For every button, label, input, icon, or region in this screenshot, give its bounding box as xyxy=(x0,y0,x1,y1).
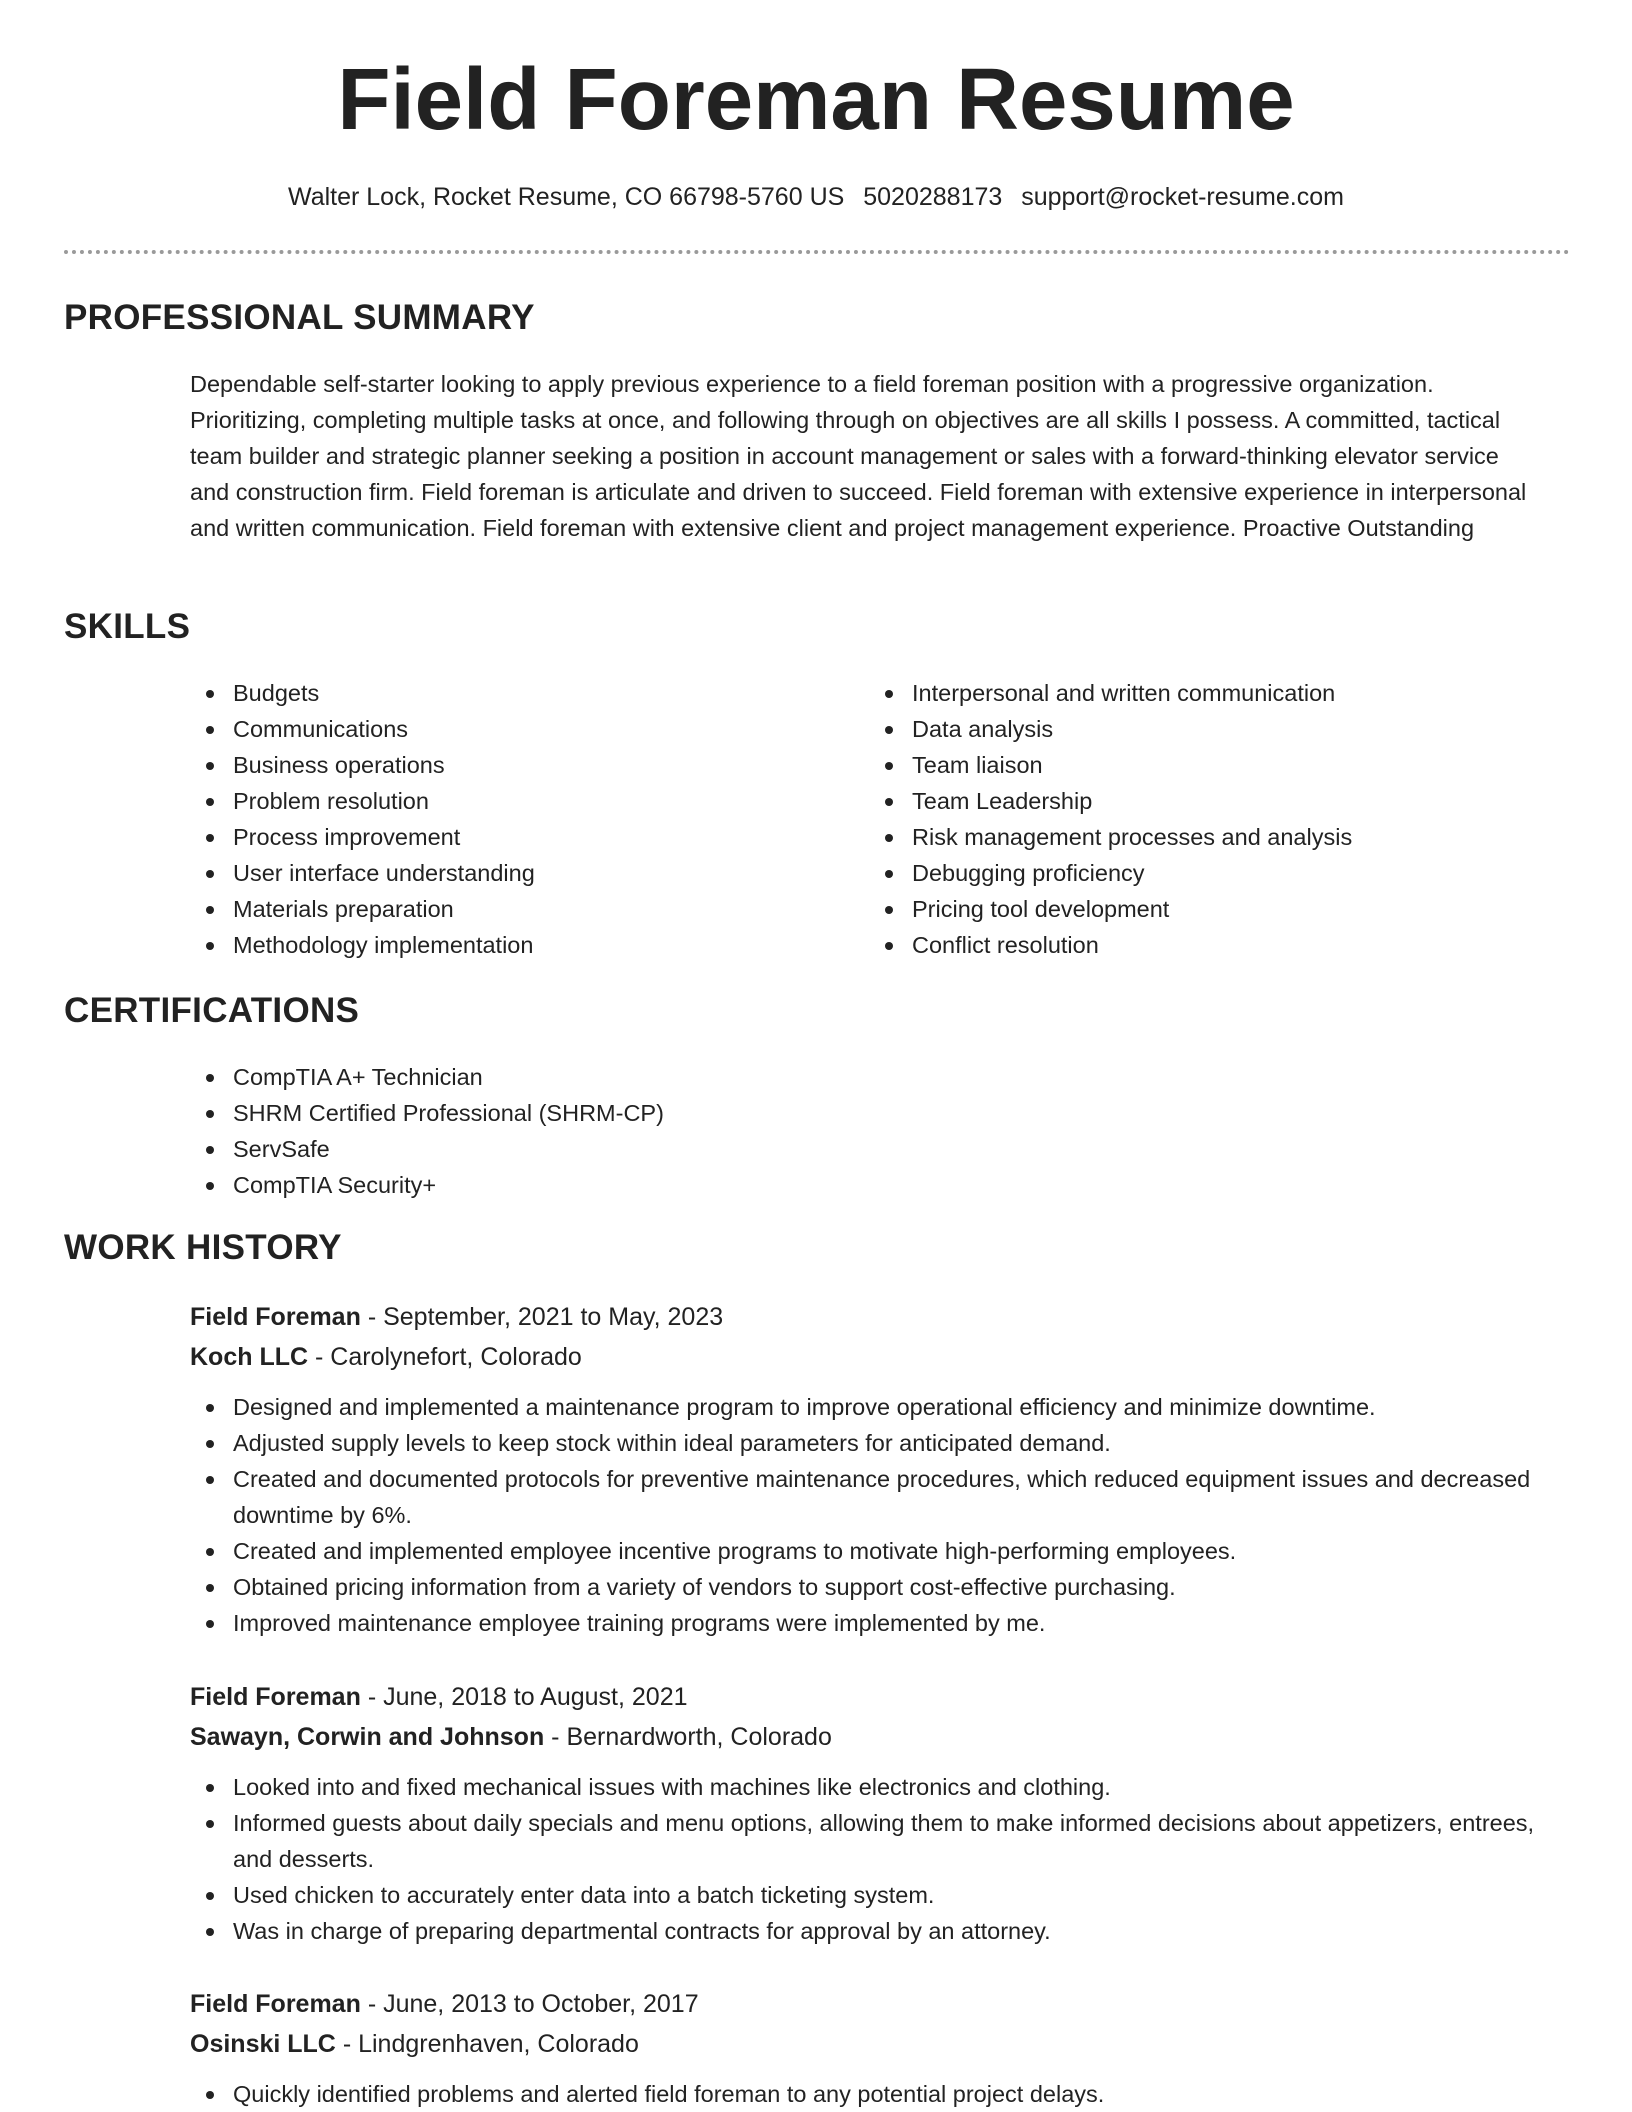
skill-item: Conflict resolution xyxy=(869,927,1509,963)
skill-item: Budgets xyxy=(190,675,830,711)
job-company: Osinski LLC xyxy=(190,2030,336,2058)
job-dates: June, 2013 to October, 2017 xyxy=(383,1990,699,2018)
job-title: Field Foreman xyxy=(190,1990,361,2018)
skill-item: Team Leadership xyxy=(869,783,1509,819)
job-location: Carolynefort, Colorado xyxy=(330,1343,582,1371)
job-company: Koch LLC xyxy=(190,1343,309,1371)
job-duty: Created and implemented employee incentive programs to motivate high-performing employees. xyxy=(190,1533,1540,1569)
contact-phone: 5020288173 xyxy=(863,183,1003,211)
certification-item: CompTIA A+ Technician xyxy=(190,1059,1090,1095)
job-title-line xyxy=(190,1297,1540,1337)
skill-item: Team liaison xyxy=(869,747,1509,783)
separator: - xyxy=(308,1343,331,1371)
certifications-list xyxy=(190,1059,1090,1203)
job-duty: Looked into and fixed mechanical issues with machines like electronics and clothing. xyxy=(190,1769,1540,1805)
skills-list-right xyxy=(869,675,1509,963)
skill-item: Debugging proficiency xyxy=(869,855,1509,891)
skill-item: Methodology implementation xyxy=(190,927,830,963)
skill-item: Business operations xyxy=(190,747,830,783)
skill-item: Materials preparation xyxy=(190,891,830,927)
job-duty: Designed and implemented a maintenance program to improve operational efficiency and minimize downtime. xyxy=(190,1389,1540,1425)
job-duties-list xyxy=(190,1769,1540,1949)
certifications-heading: CERTIFICATIONS xyxy=(64,991,360,1030)
certification-item: CompTIA Security+ xyxy=(190,1167,1090,1203)
job-company-line xyxy=(190,1717,1540,1757)
job-location: Bernardworth, Colorado xyxy=(566,1723,832,1751)
job-duty: Informed guests about daily specials and menu options, allowing them to make informed decisions about appetizers, entrees, and desserts. xyxy=(190,1805,1540,1877)
job-duty: Quickly identified problems and alerted field foreman to any potential project delays. xyxy=(190,2076,1540,2112)
job-entry xyxy=(190,1297,1540,1641)
certification-item: SHRM Certified Professional (SHRM-CP) xyxy=(190,1095,1090,1131)
separator: - xyxy=(544,1723,567,1751)
separator: - xyxy=(360,1303,384,1331)
skill-item: Risk management processes and analysis xyxy=(869,819,1509,855)
job-company-line xyxy=(190,1337,1540,1377)
separator: - xyxy=(360,1683,384,1711)
header-divider xyxy=(64,250,1570,254)
job-dates: June, 2018 to August, 2021 xyxy=(383,1683,688,1711)
job-title: Field Foreman xyxy=(190,1303,361,1331)
contact-line xyxy=(0,183,1632,212)
skill-item: Pricing tool development xyxy=(869,891,1509,927)
job-duty: Was in charge of preparing departmental contracts for approval by an attorney. xyxy=(190,1913,1540,1949)
job-location: Lindgrenhaven, Colorado xyxy=(358,2030,639,2058)
job-title-line xyxy=(190,1984,1540,2024)
contact-address: Walter Lock, Rocket Resume, CO 66798-5760 US xyxy=(288,183,845,211)
skill-item: Interpersonal and written communication xyxy=(869,675,1509,711)
contact-email: support@rocket-resume.com xyxy=(1021,183,1344,211)
job-title: Field Foreman xyxy=(190,1683,361,1711)
skill-item: Problem resolution xyxy=(190,783,830,819)
job-duty: Used chicken to accurately enter data into a batch ticketing system. xyxy=(190,1877,1540,1913)
job-duty: Adjusted supply levels to keep stock within ideal parameters for anticipated demand. xyxy=(190,1425,1540,1461)
job-company-line xyxy=(190,2024,1540,2064)
summary-heading: PROFESSIONAL SUMMARY xyxy=(64,298,535,337)
separator: - xyxy=(335,2030,359,2058)
job-title-line xyxy=(190,1677,1540,1717)
page-title: Field Foreman Resume xyxy=(337,51,1295,148)
skill-item: Communications xyxy=(190,711,830,747)
skill-item: Data analysis xyxy=(869,711,1509,747)
job-duties-list xyxy=(190,1389,1540,1641)
job-duty: Obtained pricing information from a variety of vendors to support cost-effective purchasing. xyxy=(190,1569,1540,1605)
skill-item: User interface understanding xyxy=(190,855,830,891)
job-entry xyxy=(190,1984,1540,2112)
certification-item: ServSafe xyxy=(190,1131,1090,1167)
job-company: Sawayn, Corwin and Johnson xyxy=(190,1723,545,1751)
work-history-heading: WORK HISTORY xyxy=(64,1228,342,1267)
job-duties-list xyxy=(190,2076,1540,2112)
job-entry xyxy=(190,1677,1540,1949)
job-duty: Created and documented protocols for preventive maintenance procedures, which reduced equipment issues and decreased downtime by 6%. xyxy=(190,1461,1540,1533)
job-duty: Improved maintenance employee training programs were implemented by me. xyxy=(190,1605,1540,1641)
job-dates: September, 2021 to May, 2023 xyxy=(383,1303,724,1331)
summary-text: Dependable self-starter looking to apply previous experience to a field foreman position with a progressive organization. Prioritizing, completing multiple tasks at once, and following through on objectives are all skills I possess. A committed, tactical team builder and strategic planner seeking a position in account management or sales with a forward-thinking elevator service and construction firm. Field foreman is articulate and driven to succeed. Field foreman with extensive experience in interpersonal and written communication. Field foreman with extensive client and project management experience. Proactive Outstanding xyxy=(190,371,1527,541)
separator: - xyxy=(360,1990,384,2018)
skill-item: Process improvement xyxy=(190,819,830,855)
skills-list-left xyxy=(190,675,830,963)
skills-heading: SKILLS xyxy=(64,607,191,646)
